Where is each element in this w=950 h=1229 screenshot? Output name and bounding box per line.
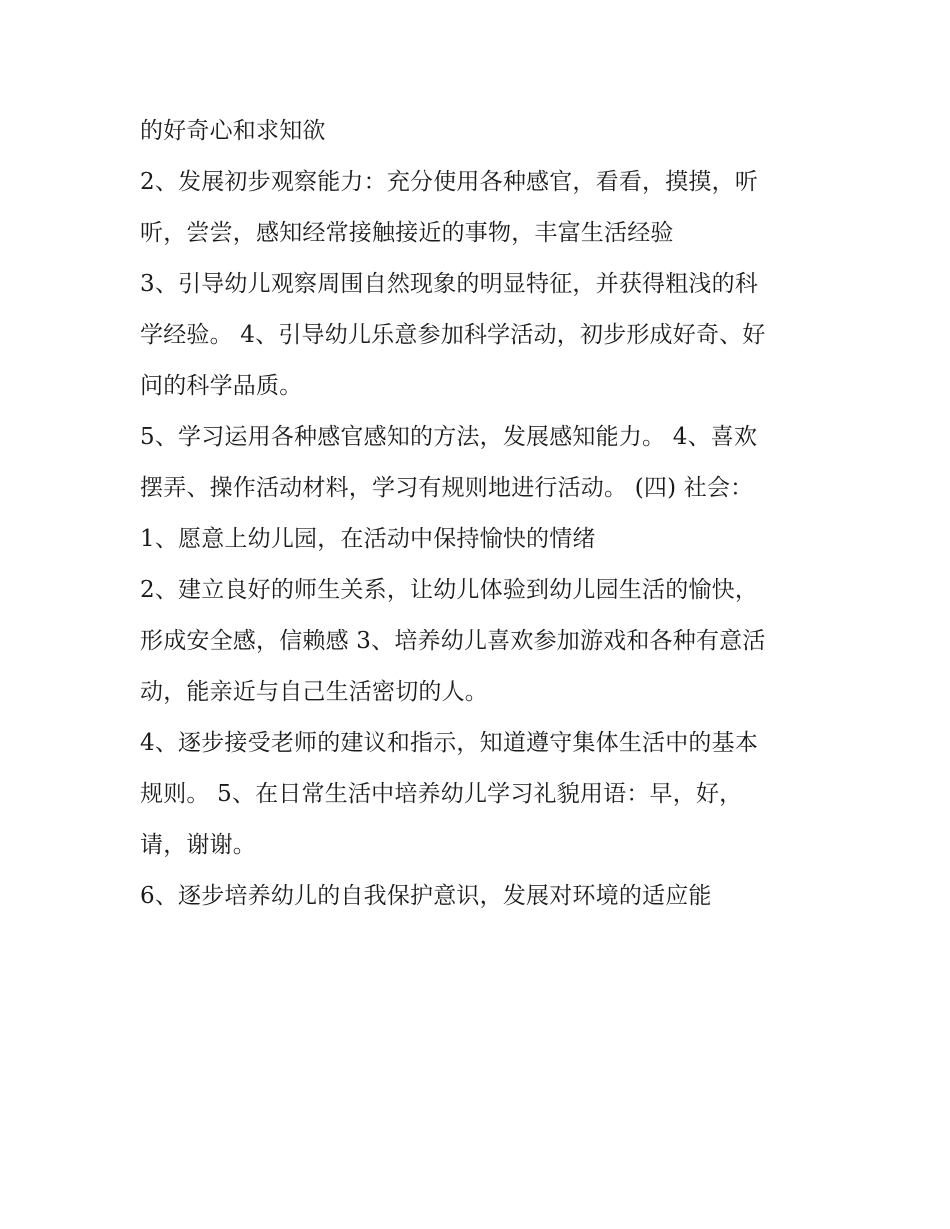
text-line: 问的科学品质。 <box>140 373 303 399</box>
text-line: 1、愿意上幼儿园，在活动中保持愉快的情绪 <box>140 526 596 552</box>
text-line: 的好奇心和求知欲 <box>140 118 326 144</box>
text-line: 3、引导幼儿观察周围自然现象的明显特征，并获得粗浅的科 <box>140 271 759 297</box>
text-line: 规则。 5、在日常生活中培养幼儿学习礼貌用语：早，好， <box>140 781 743 807</box>
text-line: 学经验。 4、引导幼儿乐意参加科学活动，初步形成好奇、好 <box>140 322 766 348</box>
text-line: 听，尝尝，感知经常接触接近的事物，丰富生活经验 <box>140 220 674 246</box>
text-line: 6、逐步培养幼儿的自我保护意识，发展对环境的适应能 <box>140 883 712 909</box>
text-line: 动，能亲近与自己生活密切的人。 <box>140 679 488 705</box>
text-line: 2、发展初步观察能力：充分使用各种感官，看看，摸摸，听 <box>140 169 759 195</box>
text-line: 2、建立良好的师生关系，让幼儿体验到幼儿园生活的愉快， <box>140 577 759 603</box>
text-line: 摆弄、操作活动材料，学习有规则地进行活动。 (四) 社会： <box>140 475 754 501</box>
text-line: 4、逐步接受老师的建议和指示，知道遵守集体生活中的基本 <box>140 730 759 756</box>
document-body <box>140 106 820 922</box>
text-line: 5、学习运用各种感官感知的方法，发展感知能力。 4、喜欢 <box>140 424 758 450</box>
text-line: 请，谢谢。 <box>140 832 256 858</box>
text-line: 形成安全感，信赖感 3、培养幼儿喜欢参加游戏和各种有意活 <box>140 628 766 654</box>
